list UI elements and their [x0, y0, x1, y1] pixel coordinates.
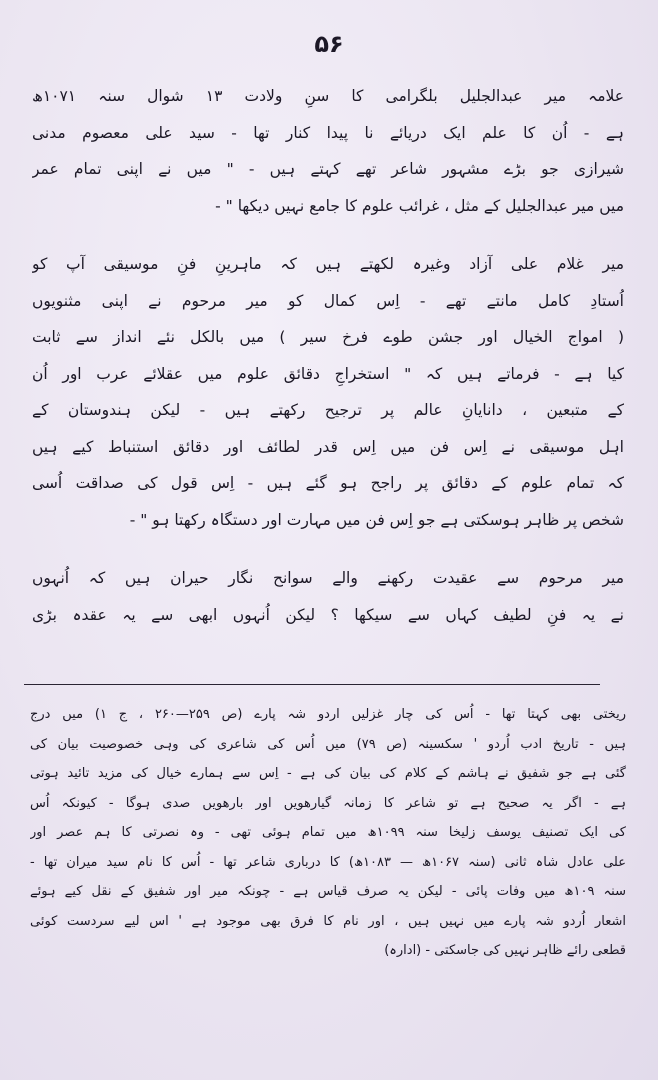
- text-line: کے متبعین ، دانایانِ عالم پر ترجیح رکھتے ہیں - لیکن ہندوستان کے: [32, 401, 624, 419]
- text-line: شخص پر ظاہر ہوسکتی ہے جو اِس فن میں مہارت اور دستگاہ رکھتا ہو " -: [129, 510, 624, 529]
- footnote-divider: [24, 684, 600, 685]
- text-line: اہل موسیقی نے اِس فن میں اِس قدر لطائف اور دقائق استنباط کیے ہیں: [32, 437, 624, 456]
- text-line: شیرازی جو بڑے مشہور شاعر تھے کہتے ہیں - " میں نے اپنی تمام عمر: [32, 160, 624, 178]
- footnote-line: گئی ہے جو شفیق نے ہاشم کے کلام کی بیان کی ہے - اِس سے ہمارے خیال کی مزید تائید ہوتی: [30, 766, 626, 781]
- footnote-line: سنہ ۱۰۹ھ میں وفات پائی - لیکن یہ صرف قیاس ہے - چونکہ میر اور شفیق کے نقل کیے ہوئے: [30, 884, 626, 899]
- text-line: ہے - اُن کا علم ایک دریائے نا پیدا کنار تھا - سید علی معصوم مدنی: [32, 123, 624, 142]
- footnote-line: علی عادل شاہ ثانی (سنہ ۱۰۶۷ھ — ۱۰۸۳ھ) کا درباری شاعر تھا - اُس کا نام سید میران تھا -: [30, 854, 626, 870]
- footnote-line: ہے - اگر یہ صحیح ہے تو شاعر کا زمانہ گیارھویں اور بارھویں صدی ہوگا - کیونکہ اُس: [30, 795, 626, 811]
- text-line: علامہ میر عبدالجلیل بلگرامی کا سنِ ولادت ۱۳ شوال سنہ ۱۰۷۱ھ: [32, 87, 624, 105]
- footnote-line: اشعار اُردو شہ پارے میں نہیں ہیں ، اور نام کا فرق بھی موجود ہے ' اس لیے سردست کوئی: [30, 913, 626, 929]
- main-text: [32, 78, 624, 655]
- text-line: میں میر عبدالجلیل کے مثل ، غرائب علوم کا جامع نہیں دیکھا " -: [215, 196, 624, 215]
- text-line: میر غلام علی آزاد وغیرہ لکھتے ہیں کہ ماہرینِ فنِ موسیقی آپ کو: [32, 255, 624, 273]
- paragraph-1: [32, 78, 624, 224]
- footnote-line: ہیں - تاریخ ادب اُردو ' سکسینہ (ص ۷۹) میں اُس کی شاعری کی وہی خصوصیت بیان کی: [30, 736, 626, 752]
- text-line: نے یہ فنِ لطیف کہاں سے سیکھا ؟ لیکن اُنہوں ابھی سے یہ عقدہ بڑی: [32, 605, 624, 624]
- text-line: ( امواج الخیال اور جشن طوے فرخ سیر ) میں بالکل نئے انداز سے ثابت: [32, 328, 624, 346]
- text-line: اُستادِ کامل مانتے تھے - اِس کمال کو میر مرحوم نے اپنی مثنویوں: [32, 291, 624, 310]
- paragraph-2: [32, 246, 624, 538]
- text-line: کہ تمام علوم کے دقائق پر راجح ہو گئے ہیں - اِس قول کی صداقت اُسی: [32, 474, 624, 492]
- text-line: میر مرحوم سے عقیدت رکھنے والے سوانح نگار حیران ہیں کہ اُنہوں: [32, 569, 624, 587]
- footnote: [30, 700, 626, 966]
- page-number: ۵۶: [314, 30, 344, 58]
- paragraph-3: [32, 560, 624, 633]
- footnote-line: ریختی بھی کہتا تھا - اُس کی چار غزلیں اردو شہ پارے (ص ۲۵۹—۲۶۰ ، ج ۱) میں درج: [30, 707, 626, 722]
- text-line: کیا ہے - فرماتے ہیں کہ " استخراجِ دقائق علوم میں عقلائے عرب اور اُن: [32, 364, 624, 383]
- footnote-line: کی ایک تصنیف یوسف زلیخا سنہ ۱۰۹۹ھ میں تمام ہوئی تھی - وہ نصرتی کا ہم عصر اور: [30, 825, 626, 840]
- footnote-line: قطعی رائے ظاہر نہیں کی جاسکتی - (ادارہ): [384, 943, 626, 958]
